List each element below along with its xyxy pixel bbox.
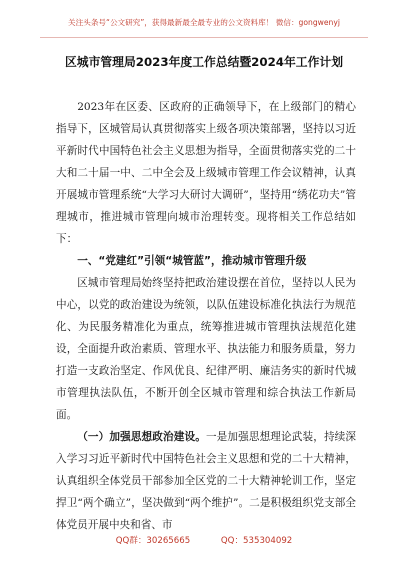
subsection-heading-1: （一）加强思想政治建设。 — [77, 431, 206, 443]
section-1-paragraph: 区城市管理局始终坚持把政治建设摆在首位，坚持以人民为中心，以党的政治建设为统领，以队伍建设标准化执法行为规范化、为民服务精准化为重点，统筹推进城市管理执法规范化建设，全面提升政治素质、管理水平、执法能力和服务质量，努力打造一支政治坚定、作风优良、纪律严明、廉洁务实的新时代城市管理执法队伍，不断开创全区城市管理和综合执法工作新局面。 — [56, 277, 356, 421]
document-title: 区城市管理局2023年度工作总结暨2024年工作计划 — [64, 55, 343, 69]
intro-paragraph: 2023年在区委、区政府的正确领导下，在上级部门的精心指导下，区城管局认真贯彻落实上级各项决策部署，坚持以习近平新时代中国特色社会主义思想为指导，全面贯彻落实党的二十大和二十届一中、二中全会及上级城市管理工作会议精神，认真开展城市管理系统“大学习大研讨大调研”，坚持用“绣花功夫”管理城市，推进城市管理向城市治理转变。现将相关工作总结如下： — [56, 101, 356, 245]
footer-qq: QQ：535304092 — [220, 536, 293, 546]
document-body — [56, 96, 356, 536]
header-divider — [40, 37, 368, 38]
footer-qq-group: QQ群：30265665 — [115, 536, 191, 546]
section-heading-1: 一、“党建红”引领“城管蓝”，推动城市管理升级 — [77, 255, 307, 267]
subsection-1-text: 一是加强思想理论武装，持续深入学习习近平新时代中国特色社会主义思想和党的二十大精神，认真组织全体党员干部参加全区党的二十大精神轮训工作，坚定捍卫“两个确立”，坚决做到“两个维护”。二是积极组织党支部全体党员开展中央和省、市 — [56, 431, 357, 531]
footer-contacts — [0, 534, 408, 546]
header-banner: 关注头条号“公文研究”，获得最新最全最专业的公文资料库！ 微信：gongwenyj — [68, 18, 340, 27]
subsection-1-paragraph — [56, 426, 356, 536]
